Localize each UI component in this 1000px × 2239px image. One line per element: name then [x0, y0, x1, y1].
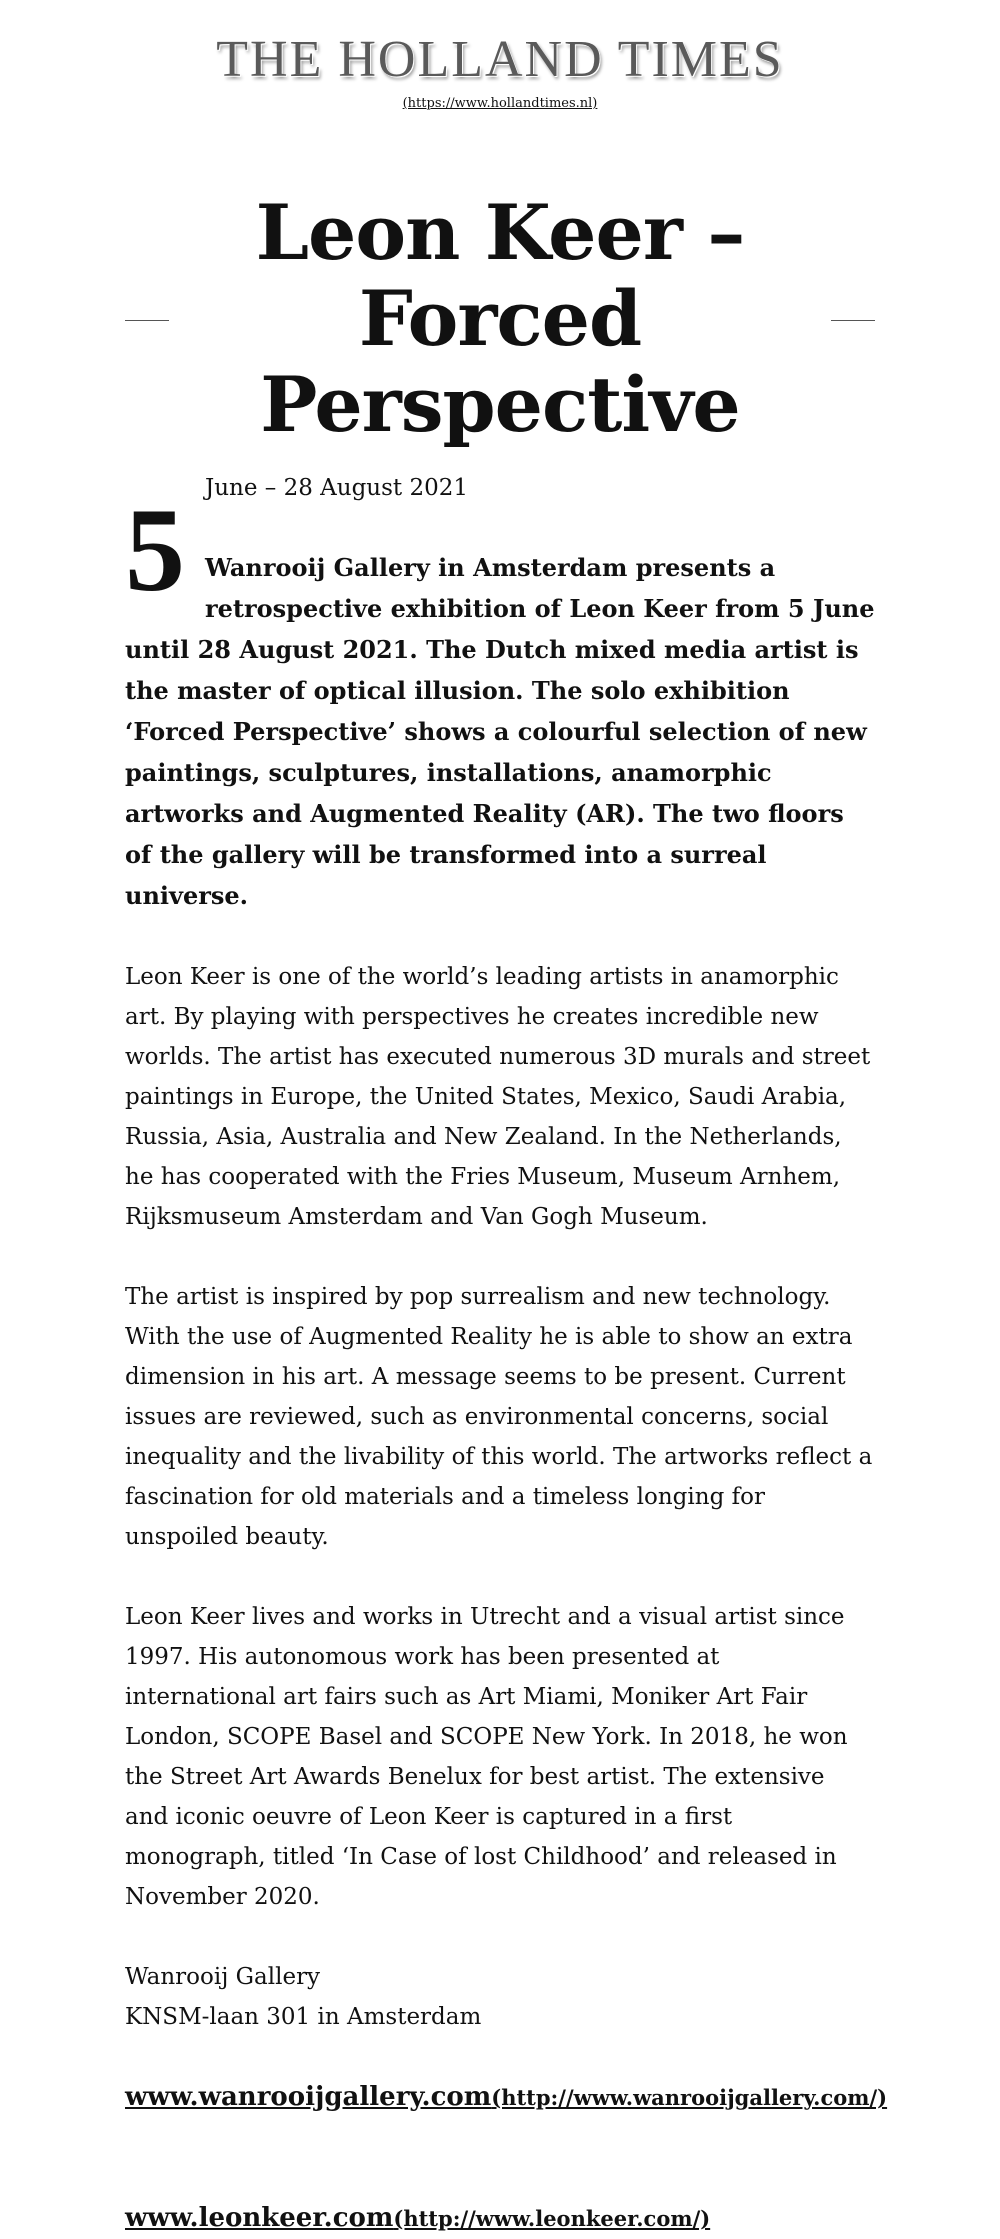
site-logo[interactable]: THE HOLLAND TIMES [216, 31, 784, 88]
gallery-website-text[interactable]: www.wanrooijgallery.com [125, 2082, 492, 2112]
title-divider-right [831, 320, 875, 321]
gallery-website-url[interactable]: (http://www.wanrooijgallery.com/) [491, 2085, 888, 2110]
title-divider-left [125, 320, 169, 321]
artist-website-text[interactable]: www.leonkeer.com [125, 2203, 394, 2233]
gallery-street: KNSM-laan 301 in Amsterdam [125, 2004, 482, 2030]
article-lead: Wanrooij Gallery in Amsterdam presents a retrospective exhibition of Leon Keer from 5 June until 28 August 2021. The Dutch mixed media artist is the master of optical illusion. The solo exhibition ‘Forced Perspective’ shows a colourful selection of new paintings, sculptures, installations, anamorphic artworks and Augmented Reality (AR). The two floors of the gallery will be transformed into a surreal universe. [125, 553, 875, 910]
masthead [0, 30, 1000, 111]
lead-block [125, 468, 875, 917]
article-title-block [125, 190, 875, 448]
gallery-website-link[interactable] [125, 2077, 888, 2118]
drop-cap: 5 [125, 483, 185, 616]
article-paragraph-3: Leon Keer lives and works in Utrecht and a visual artist since 1997. His autonomous work has been presented at international art fairs such as Art Miami, Moniker Art Fair London, SCOPE Basel and SCOPE New York. In 2018, he won the Street Art Awards Benelux for best artist. The extensive and iconic oeuvre of Leon Keer is captured in a first monograph, titled ‘In Case of lost Childhood’ and released in November 2020. [125, 1604, 848, 1910]
artist-website-url[interactable]: (http://www.leonkeer.com/) [393, 2206, 711, 2231]
gallery-name: Wanrooij Gallery [125, 1964, 321, 1990]
article-paragraph-1: Leon Keer is one of the world’s leading artists in anamorphic art. By playing with perspectives he creates incredible new worlds. The artist has executed numerous 3D murals and street paintings in Europe, the United States, Mexico, Saudi Arabia, Russia, Asia, Australia and New Zealand. In the Netherlands, he has cooperated with the Fries Museum, Museum Arnhem, Rijksmuseum Amsterdam and Van Gogh Museum. [125, 964, 871, 1230]
link-spacer [125, 2118, 875, 2198]
lead-spacer [125, 508, 875, 548]
article-title: Leon Keer – Forced Perspective [255, 188, 745, 449]
article-paragraph-2: The artist is inspired by pop surrealism and new technology. With the use of Augmented Reality he is able to show an extra dimension in his art. A message seems to be present. Current issues are reviewed, such as environmental concerns, social inequality and the livability of this world. The artworks reflect a fascination for old materials and a timeless longing for unspoiled beauty. [125, 1284, 873, 1550]
article-date: June – 28 August 2021 [205, 475, 469, 501]
site-url-link[interactable]: (https://www.hollandtimes.nl) [402, 96, 598, 111]
article-body [125, 468, 888, 2239]
gallery-address [125, 1957, 875, 2037]
artist-website-link[interactable] [125, 2198, 875, 2239]
